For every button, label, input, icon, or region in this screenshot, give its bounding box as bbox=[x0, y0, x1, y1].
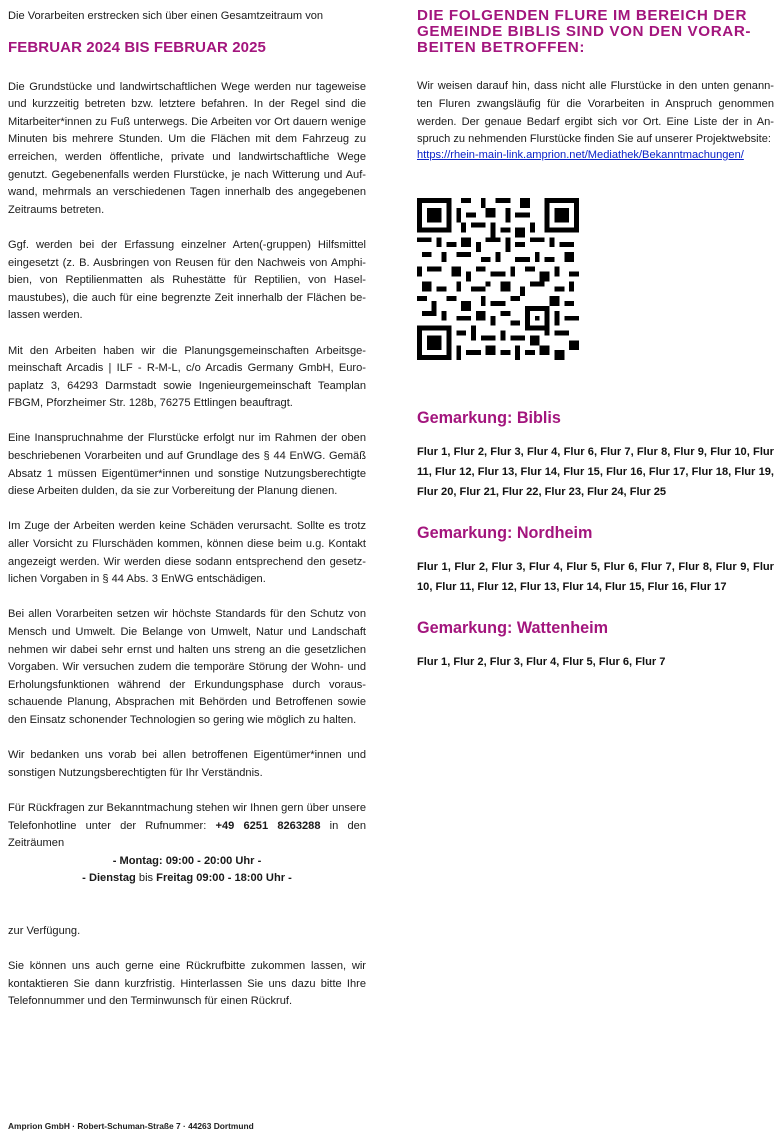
intro-text: Die Vorarbeiten erstrecken sich über einen Gesamtzeitraum von bbox=[8, 10, 324, 22]
gemarkung-wattenheim bbox=[417, 619, 774, 672]
hours-friday: Freitag 09:00 - 18:00 Uhr - bbox=[156, 872, 292, 885]
flur-list: Flur 1, Flur 2, Flur 3, Flur 4, Flur 5, Flur 6, Flur 7, Flur 8, Flur 9, Flur 10, Flur 11, Flur 12, Flur 13, Flur 14, Flur 15, Flur 16, Flur 17 bbox=[417, 560, 774, 593]
period-heading: FEBRUAR 2024 BIS FEBRUAR 2025 bbox=[8, 38, 266, 56]
hotline-text-pre: Für Rückfragen zur Bekanntmachung stehen wir Ihnen gern über unsere Telefonhotline unter der Rufnummer: bbox=[8, 801, 366, 832]
paragraph-available: zur Verfügung. bbox=[8, 924, 81, 937]
paragraph-legal: Eine Inanspruchnahme der Flurstücke erfolgt nur im Rahmen der oben beschriebenen Vorarbeiten und auf Grundlage des § 44 EnWG. Gemäß Absatz 1 müssen Eigentümer*innen und sonstige Nutzungsberechtigte diese Arbeiten dulden, da sie zur Vorbereitung der Planung dienen. bbox=[8, 432, 366, 498]
hours-tuesday: - Dienstag bbox=[82, 872, 136, 885]
hotline-text-post: in den Zeiträumen bbox=[8, 819, 366, 850]
paragraph-hotline bbox=[8, 800, 366, 853]
right-column bbox=[417, 8, 774, 672]
hours-monday-line bbox=[8, 853, 366, 871]
gemarkung-biblis bbox=[417, 409, 774, 502]
project-website-link[interactable]: https://rhein-main-link.amprion.net/Mediathek/Bekanntmachungen/ bbox=[417, 148, 744, 161]
paragraph-thanks: Wir bedanken uns vorab bei allen betroffenen Eigentümer*innen und sonstigen Nutzungsberechtigten für Ihr Verständnis. bbox=[8, 749, 366, 779]
hours-bis: bis bbox=[135, 872, 157, 885]
paragraph-access: Die Grundstücke und landwirtschaftlichen Wege werden nur tageweise und kurzzeitig betreten bzw. letztere befahren. In der Regel sind die Mitarbeiter*innen zu Fuß unterwegs. Die Arbeiten vor Ort dauern wenige Minuten bis mehrere Stunden. Um die Flächen mit dem Fahrzeug zu erreichen, werden öffentliche, private und landwirtschaftliche Wege genutzt. Gegebenenfalls werden Flurstücke, je nach Witterung und Aufwand, mehrmals an verschiedenen Tagen innerhalb des angegebenen Zeitraums betreten. bbox=[8, 80, 366, 216]
qr-code-icon bbox=[417, 198, 579, 360]
paragraph-contractors: Mit den Arbeiten haben wir die Planungsgemeinschaften Arbeitsgemeinschaft Arcadis | ILF - R-M-L, c/o Arcadis Germany GmbH, Europaplatz 3, 64293 Darmstadt sowie Ingenieurgemeinschaft Teamplan FBGM, Pforzheimer Str. 128b, 76275 Ettlingen beauftragt. bbox=[8, 344, 366, 410]
gemarkung-list bbox=[417, 409, 774, 672]
flur-list: Flur 1, Flur 2, Flur 3, Flur 4, Flur 6, Flur 7, Flur 8, Flur 9, Flur 10, Flur 11, Flur 12, Flur 13, Flur 14, Flur 15, Flur 16, Flur 17, Flur 18, Flur 19, Flur 20, Flur 21, Flur 22, Flur 23, Flur 24, Flur 25 bbox=[417, 445, 774, 498]
hours-monday: - Montag: 09:00 - 20:00 Uhr - bbox=[112, 854, 262, 867]
paragraph-damages: Im Zuge der Arbeiten werden keine Schäden verursacht. Sollte es trotz aller Vorsicht zu Flurschäden kommen, können diese beim u.g. Kontakt angezeigt werden. Wir werden diese sodann entsprechend den gesetzlichen Vorgaben in § 44 Abs. 3 EnWG entschädigen. bbox=[8, 520, 366, 586]
footer-address: Amprion GmbH · Robert-Schuman-Straße 7 · 44263 Dortmund bbox=[8, 1121, 254, 1131]
flur-list: Flur 1, Flur 2, Flur 3, Flur 4, Flur 5, Flur 6, Flur 7 bbox=[417, 655, 666, 668]
paragraph-tools: Ggf. werden bei der Erfassung einzelner Arten(-gruppen) Hilfsmittel eingesetzt (z. B. Ausbringen von Reusen für den Nachweis von Amphibien, von Reptilienmatten als Ruhestätte für Reptilien, von Haselmaustubes), die auch für eine begrenzte Zeit innerhalb der Flächen belassen werden. bbox=[8, 238, 366, 322]
left-column bbox=[8, 8, 366, 1028]
hours-weekday bbox=[8, 870, 366, 888]
gemarkung-title: Gemarkung: Nordheim bbox=[417, 523, 593, 542]
affected-areas-heading: DIE FOLGENDEN FLURE IM BEREICH DER GEMEINDE BIBLIS SIND VON DEN VORARBEITEN BETROFFEN: bbox=[417, 7, 751, 56]
paragraph-callback: Sie können uns auch gerne eine Rückrufbitte zukommen lassen, wir kontaktieren Sie dann kurzfristig. Hinterlassen Sie uns dazu bitte Ihre Telefonnummer und den Terminwunsch für einen Rückruf. bbox=[8, 960, 366, 1008]
hotline-phone[interactable]: +49 6251 8263288 bbox=[215, 819, 321, 832]
info-paragraph: Wir weisen darauf hin, dass nicht alle Flurstücke in den unten genannten Fluren zwangsläufig für die Vorarbeiten in Anspruch genommen werden. Der genaue Bedarf ergibt sich vor Ort. Eine Liste der in Anspruch zu nehmenden Flurstücke finden Sie auf unserer Projektwebsite: bbox=[417, 80, 774, 146]
hours-weekday-line bbox=[8, 870, 366, 888]
gemarkung-nordheim bbox=[417, 524, 774, 597]
gemarkung-title: Gemarkung: Biblis bbox=[417, 408, 561, 427]
paragraph-standards: Bei allen Vorarbeiten setzen wir höchste Standards für den Schutz von Mensch und Umwelt. Die Belange von Umwelt, Natur und Landschaft nehmen wir dabei sehr ernst und halten uns streng an die gesetzlichen Vorgaben. Wir versuchen zudem die temporäre Störung der Wohn- und Erholungsfunktionen während der Erkundungsphase durch vorausschauende Planung, Absprachen mit Behörden und Betroffenen sowie den Einsatz schonender Technologien so gering wie möglich zu halten. bbox=[8, 608, 366, 726]
gemarkung-title: Gemarkung: Wattenheim bbox=[417, 618, 608, 637]
